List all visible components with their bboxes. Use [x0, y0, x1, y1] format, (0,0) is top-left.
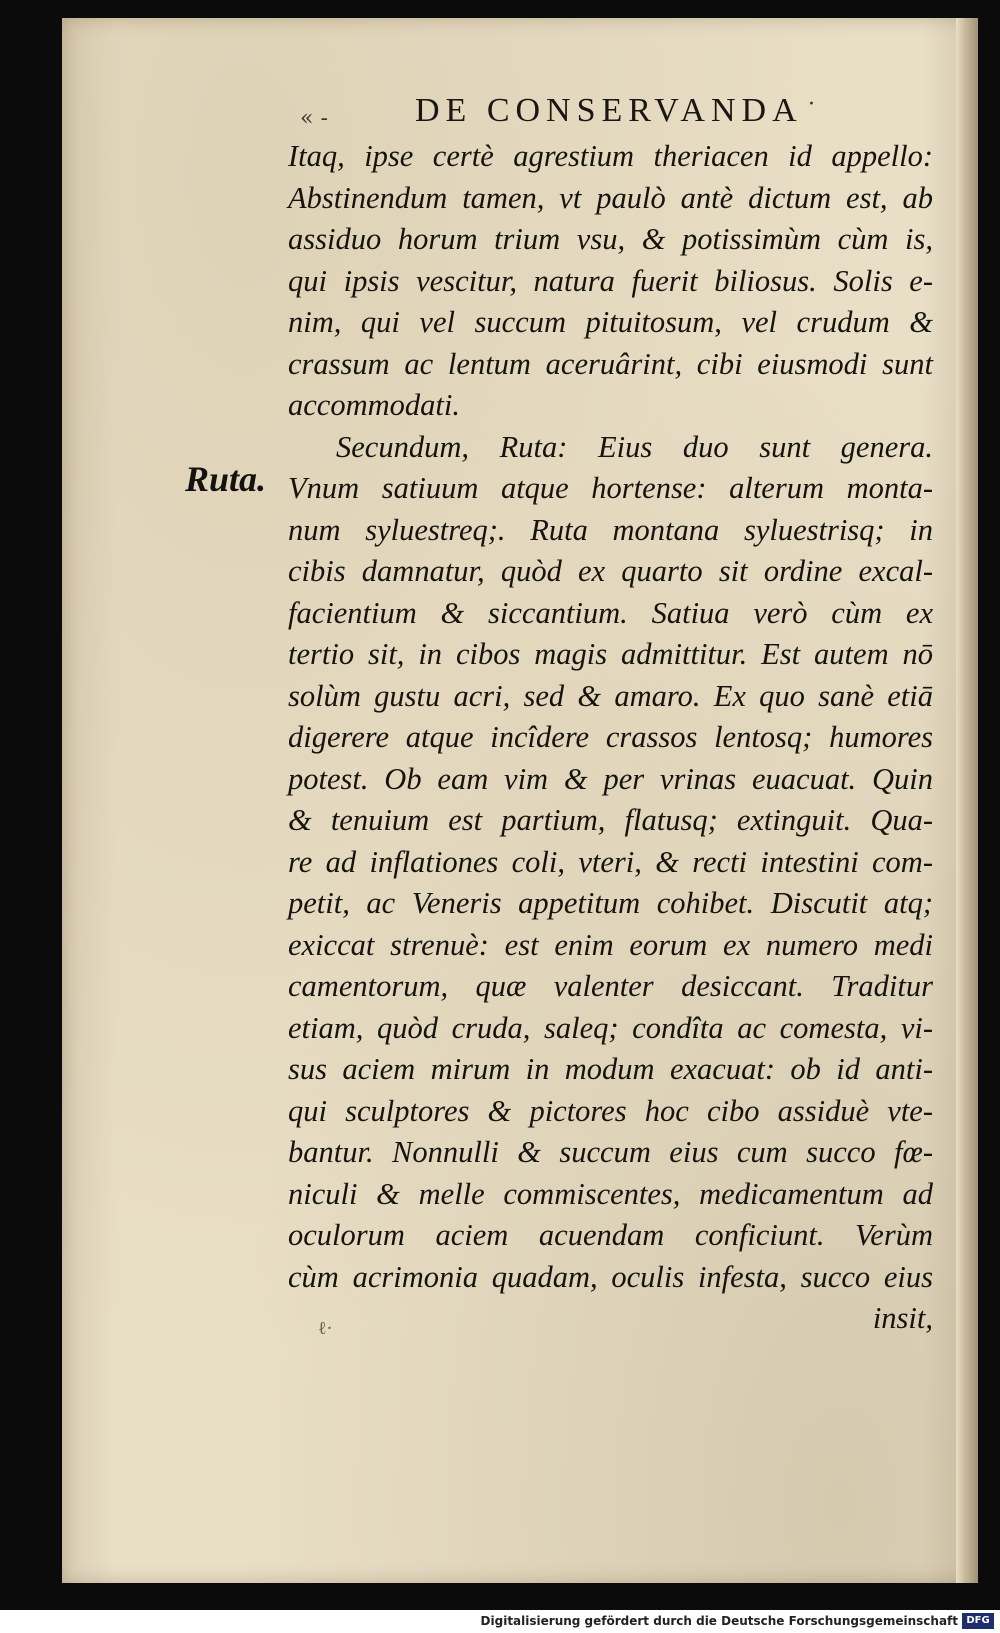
text-line: cibis damnatur, quòd ex quarto sit ordine excal-: [288, 554, 933, 588]
catchword: insit,: [872, 1301, 933, 1335]
text-line: exiccat strenuè: est enim eorum ex numero medi: [288, 927, 933, 962]
ink-stain-mark: ℓ·: [318, 1318, 333, 1339]
text-line: oculorum aciem acuendam conficiunt. Verùm: [288, 1218, 933, 1252]
text-line: nim, qui vel succum pituitosum, vel crudum &: [288, 305, 933, 339]
running-head: DE CONSERVANDA: [415, 92, 803, 129]
text-line: assiduo horum trium vsu, & potissimùm cùm is,: [288, 222, 933, 256]
running-head-left-mark: « -: [300, 106, 328, 131]
funding-notice: Digitalisierung gefördert durch die Deutsche Forschungsgemeinschaft: [480, 1614, 958, 1628]
text-line: accommodati.: [288, 388, 460, 422]
text-line: digerere atque incîdere crassos lentosq; humores: [288, 720, 933, 754]
text-line: & tenuium est partium, flatusq; extinguit. Qua-: [288, 803, 933, 837]
text-line: Abstinendum tamen, vt paulò antè dictum est, ab: [288, 180, 933, 215]
text-line: re ad inflationes coli, vteri, & recti intestini com-: [288, 844, 933, 879]
body-text: [288, 136, 933, 1340]
text-line: Vnum satiuum atque hortense: alterum monta-: [288, 471, 933, 505]
text-line: cùm acrimonia quadam, oculis infesta, succo eius: [288, 1259, 933, 1294]
text-line: camentorum, quæ valenter desiccant. Traditur: [288, 969, 933, 1003]
page-edge: [956, 18, 978, 1583]
text-line: tertio sit, in cibos magis admittitur. Est autem nō: [288, 637, 933, 671]
text-line: bantur. Nonnulli & succum eius cum succo fœ-: [288, 1135, 933, 1169]
margin-note: Ruta.: [185, 459, 267, 499]
text-line: qui sculptores & pictores hoc cibo assiduè vte-: [288, 1093, 933, 1128]
text-line: Itaq, ipse certè agrestium theriacen id appello:: [288, 139, 933, 173]
text-line: qui ipsis vescitur, natura fuerit biliosus. Solis e-: [288, 263, 933, 298]
text-line: potest. Ob eam vim & per vrinas euacuat. Quin: [288, 761, 933, 796]
text-line: niculi & melle commiscentes, medicamentum ad: [288, 1176, 933, 1211]
text-line: crassum ac lentum aceruârint, cibi eiusmodi sunt: [288, 346, 933, 381]
footer-bar: [0, 1610, 1000, 1633]
text-line: num syluestreq;. Ruta montana syluestrisq; in: [288, 512, 933, 547]
running-head-right-mark: ·: [808, 92, 815, 117]
text-line: sus aciem mirum in modum exacuat: ob id anti-: [288, 1052, 933, 1086]
text-line: facientium & siccantium. Satiua verò cùm ex: [288, 595, 933, 630]
text-line: petit, ac Veneris appetitum cohibet. Discutit atq;: [288, 886, 933, 920]
dfg-logo: DFG: [962, 1613, 994, 1629]
text-line: solùm gustu acri, sed & amaro. Ex quo sanè etiā: [288, 678, 933, 713]
text-line-section-start: Secundum, Ruta: Eius duo sunt genera.: [336, 429, 933, 464]
text-line: etiam, quòd cruda, saleq; condîta ac comesta, vi-: [288, 1010, 933, 1045]
